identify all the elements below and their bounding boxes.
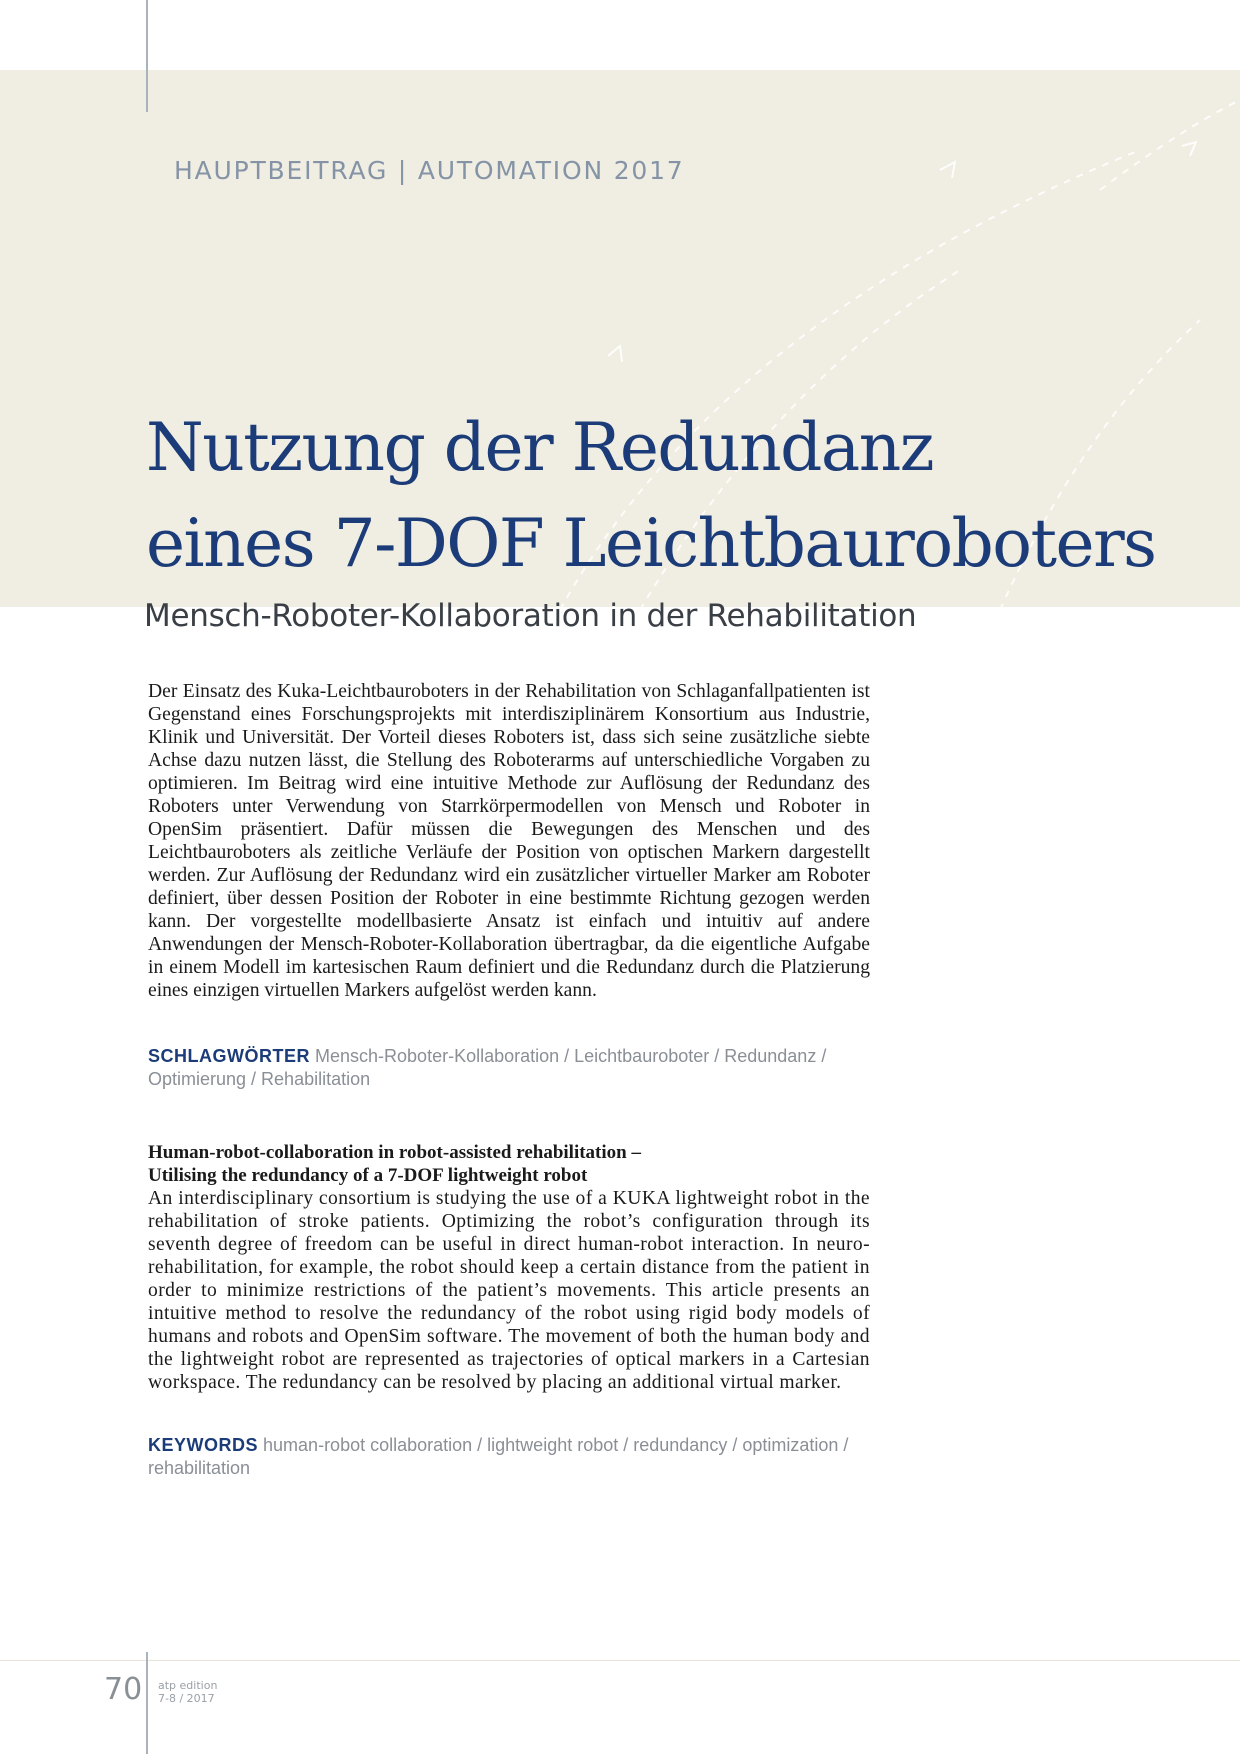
footer-divider <box>0 1660 1240 1661</box>
footer-edition-name: atp edition <box>158 1679 218 1692</box>
keywords-english <box>148 1434 870 1480</box>
header-margin-rule <box>146 0 148 112</box>
article-title-line-1: Nutzung der Redundanz <box>146 409 934 486</box>
article-subtitle: Mensch-Roboter-Kollaboration in der Rehabilitation <box>144 598 917 634</box>
article-title <box>146 400 1156 592</box>
keywords-german <box>148 1045 870 1091</box>
page-number: 70 <box>104 1672 143 1707</box>
english-title-line-1: Human-robot-collaboration in robot-assisted rehabilitation – <box>148 1142 641 1163</box>
keywords-german-label: SCHLAGWÖRTER <box>148 1046 310 1066</box>
footer-margin-rule <box>146 1652 148 1754</box>
abstract-english-block <box>148 1141 870 1394</box>
section-label: HAUPTBEITRAG | AUTOMATION 2017 <box>174 156 685 185</box>
footer-edition-issue: 7-8 / 2017 <box>158 1692 215 1705</box>
abstract-german: Der Einsatz des Kuka-Leichtbauroboters in der Rehabilitation von Schlaganfallpatienten ist Gegenstand eines Forschungsprojekts mit interdisziplinärem Konsortium aus Industrie, Klinik und Universität. Der Vorteil dieses Roboters ist, dass sich seine zusätzliche siebte Achse dazu nutzen lässt, die Stellung des Roboterarms auf unterschiedliche Vorgaben zu optimieren. Im Beitrag wird eine intuitive Methode zur Auflösung der Redundanz des Roboters unter Verwendung von Starrkörpermodellen von Mensch und Roboter in OpenSim präsentiert. Dafür müssen die Bewegungen des Menschen und des Leichtbauroboters als zeitliche Verläufe der Position von optischen Markern dargestellt werden. Zur Auflösung der Redundanz wird ein zusätzlicher virtueller Marker am Roboter definiert, über dessen Position der Roboter in eine bestimmte Richtung gezogen werden kann. Der vorgestellte modellbasierte Ansatz ist einfach und intuitiv auf andere Anwendungen der Mensch-Roboter-Kollaboration übertragbar, da die eigentliche Aufgabe in einem Modell im kartesischen Raum definiert und die Redundanz durch die Platzierung eines einzigen virtuellen Markers aufgelöst werden kann. <box>148 681 870 1001</box>
english-title <box>148 1141 870 1187</box>
header-banner <box>0 70 1240 634</box>
keywords-german-text: Mensch-Roboter-Kollaboration / Leichtbauroboter / Redundanz / Optimierung / Rehabilitation <box>148 1046 827 1089</box>
article-title-line-2: eines 7-DOF Leichtbauroboters <box>146 505 1156 582</box>
english-title-line-2: Utilising the redundancy of a 7-DOF lightweight robot <box>148 1165 588 1186</box>
keywords-english-text: human-robot collaboration / lightweight robot / redundancy / optimization / rehabilitation <box>148 1435 849 1478</box>
keywords-english-label: KEYWORDS <box>148 1435 259 1455</box>
abstract-english: An interdisciplinary consortium is studying the use of a KUKA lightweight robot in the rehabilitation of stroke patients. Optimizing the robot’s configuration through its seventh degree of freedom can be useful in direct human-robot interaction. In neuro-rehabilitation, for example, the robot should keep a certain distance from the patient in order to minimize restrictions of the patient’s movements. This article presents an intuitive method to resolve the redundancy of the robot using rigid body models of humans and robots and OpenSim software. The movement of both the human body and the lightweight robot are represented as trajectories of optical markers in a Cartesian workspace. The redundancy can be resolved by placing an additional virtual marker. <box>148 1188 870 1393</box>
footer-edition <box>158 1679 217 1705</box>
